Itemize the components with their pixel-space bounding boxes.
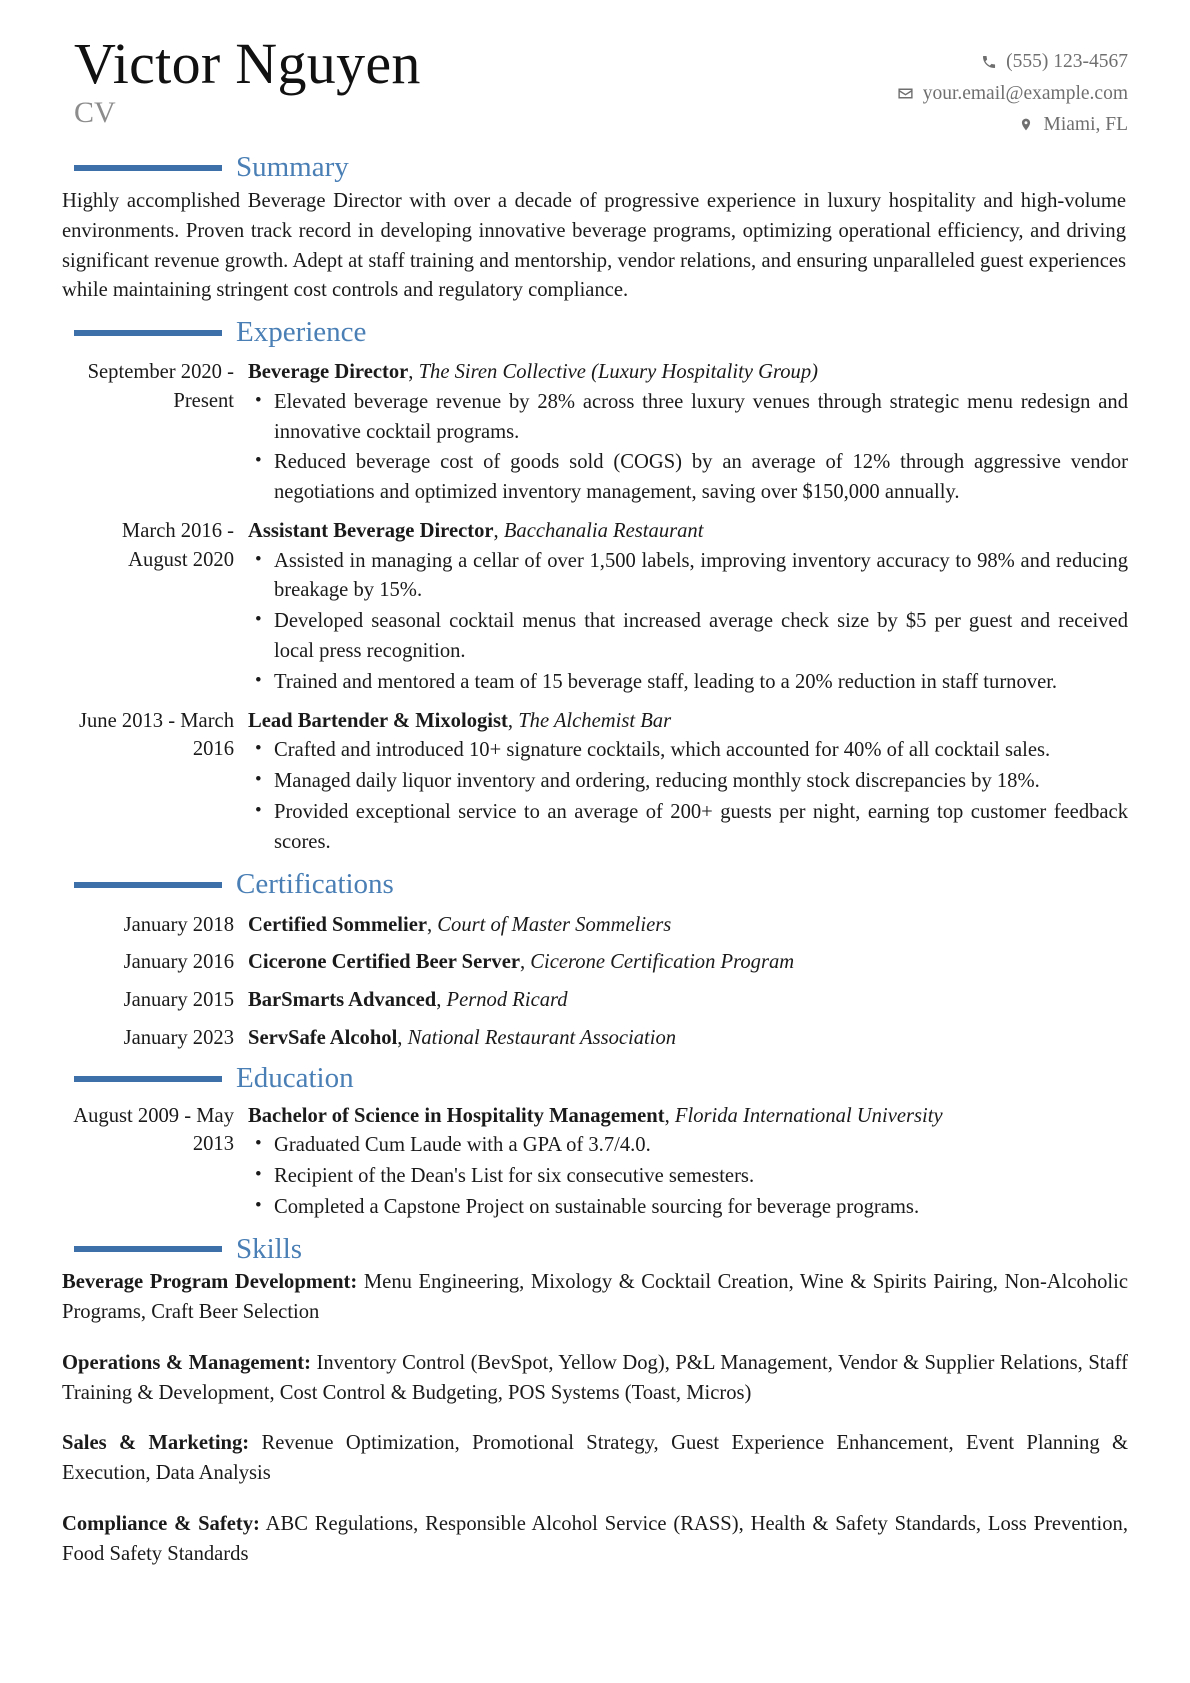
email-address: your.email@example.com <box>922 82 1128 104</box>
section-title-education: Education <box>236 1061 354 1094</box>
separator: , <box>507 709 519 732</box>
certification-text <box>248 987 568 1014</box>
job-title: Beverage Director <box>248 361 409 384</box>
bullet-item: • Graduated Cum Laude with a GPA of 3.7/4.0. <box>248 1131 1128 1161</box>
certification-issuer: National Restaurant Association <box>407 1026 677 1049</box>
map-pin-icon <box>1017 116 1034 133</box>
skill-items: Inventory Control (BevSpot, Yellow Dog), P&L Management, Vendor & Supplier Relations, Staff Training & Development, Cost Control & Budgeting, POS Systems (Toast, Micros) <box>62 1351 1128 1404</box>
header-identity <box>62 31 421 130</box>
entry-date: September 2020 - Present <box>87 361 234 412</box>
summary-text: Highly accomplished Beverage Director with over a decade of progressive experience in luxury hospitality and high-volume environments. Proven track record in developing innovative beverage programs, optimizing operational efficiency, and driving significant revenue growth. Adept at staff training and mentorship, vendor relations, and ensuring unparalleled guest experiences while maintaining stringent cost controls and regulatory compliance. <box>62 189 1126 302</box>
separator: , <box>426 913 438 936</box>
bullet-item: • Provided exceptional service to an average of 200+ guests per night, earning top customer feedback scores. <box>248 798 1128 858</box>
skill-category: Operations & Management: <box>62 1351 311 1374</box>
separator: , <box>397 1026 408 1049</box>
bullet-item: • Completed a Capstone Project on sustainable sourcing for beverage programs. <box>248 1193 1128 1223</box>
certification-issuer: Cicerone Certification Program <box>530 951 795 974</box>
separator: , <box>436 989 447 1012</box>
skill-group <box>62 1510 1128 1570</box>
entry-heading <box>248 517 1128 545</box>
experience-entry <box>62 358 1128 508</box>
contact-phone-row <box>897 46 1128 78</box>
institution-name: Florida International University <box>674 1104 943 1127</box>
certification-date: January 2015 <box>123 989 234 1012</box>
skill-items: ABC Regulations, Responsible Alcohol Service (RASS), Health & Safety Standards, Loss Prevention, Food Safety Standards <box>62 1512 1128 1565</box>
contact-location-row <box>897 109 1128 141</box>
separator: , <box>664 1104 675 1127</box>
section-heading-education <box>62 1063 1128 1095</box>
certification-text <box>248 912 671 939</box>
contact-block <box>897 34 1128 141</box>
experience-entry <box>62 517 1128 698</box>
certification-date: January 2016 <box>123 951 234 974</box>
entry-body <box>248 517 1128 698</box>
section-heading-summary <box>62 152 1128 184</box>
bullet-item: • Trained and mentored a team of 15 beverage staff, leading to a 20% reduction in staff turnover. <box>248 668 1128 698</box>
certification-issuer: Pernod Ricard <box>446 989 568 1012</box>
bullet-item: • Recipient of the Dean's List for six consecutive semesters. <box>248 1162 1128 1192</box>
entry-heading <box>248 1102 1128 1130</box>
section-title-skills: Skills <box>236 1232 303 1265</box>
entry-date: August 2009 - May 2013 <box>73 1104 234 1155</box>
skill-group <box>62 1268 1128 1328</box>
section-rule <box>74 1246 222 1252</box>
entry-date: June 2013 - March 2016 <box>79 709 234 761</box>
certifications-list <box>62 912 1128 1052</box>
degree-name: Bachelor of Science in Hospitality Management <box>248 1104 665 1127</box>
education-entry <box>62 1102 1128 1223</box>
certification-issuer: Court of Master Sommeliers <box>437 913 672 936</box>
bullet-item: • Managed daily liquor inventory and ordering, reducing monthly stock discrepancies by 18%. <box>248 767 1128 797</box>
bullet-item: • Assisted in managing a cellar of over 1,500 labels, improving inventory accuracy to 98% and reducing breakage by 15%. <box>248 547 1128 607</box>
bullet-item: • Reduced beverage cost of goods sold (COGS) by an average of 12% through aggressive vendor negotiations and optimized inventory management, saving over $150,000 annually. <box>248 448 1128 508</box>
cv-header <box>62 31 1128 141</box>
certification-name: ServSafe Alcohol <box>248 1026 398 1049</box>
experience-list <box>62 358 1128 857</box>
job-title: Assistant Beverage Director <box>248 520 494 543</box>
job-title: Lead Bartender & Mixologist <box>248 709 508 732</box>
document-subtitle: CV <box>74 96 116 130</box>
entry-body <box>248 358 1128 508</box>
certification-name: Certified Sommelier <box>248 913 427 936</box>
certification-row <box>62 912 1128 939</box>
section-heading-certifications <box>62 869 1128 901</box>
section-heading-experience <box>62 317 1128 349</box>
section-title-certifications: Certifications <box>236 867 394 900</box>
company-name: The Alchemist Bar <box>518 709 672 732</box>
entry-heading <box>248 358 1128 386</box>
skill-category: Sales & Marketing: <box>62 1432 250 1455</box>
candidate-name: Victor Nguyen <box>74 31 421 96</box>
phone-number: (555) 123-4567 <box>1006 51 1128 72</box>
section-rule <box>74 165 222 171</box>
certification-row <box>62 949 1128 976</box>
certification-row <box>62 1025 1128 1052</box>
entry-bullets <box>248 736 1128 857</box>
skill-group <box>62 1429 1128 1489</box>
bullet-item: • Developed seasonal cocktail menus that increased average check size by $5 per guest and received local press recognition. <box>248 607 1128 667</box>
section-rule <box>74 1076 222 1082</box>
entry-heading <box>248 707 1128 735</box>
phone-icon <box>980 53 997 70</box>
section-rule <box>74 882 222 888</box>
entry-bullets <box>248 1131 1128 1223</box>
education-list <box>62 1102 1128 1223</box>
skill-items: Revenue Optimization, Promotional Strategy, Guest Experience Enhancement, Event Planning & Execution, Data Analysis <box>62 1432 1128 1485</box>
skill-category: Beverage Program Development: <box>62 1271 358 1294</box>
bullet-item: • Elevated beverage revenue by 28% across three luxury venues through strategic menu redesign and innovative cocktail programs. <box>248 388 1128 448</box>
skill-group <box>62 1349 1128 1409</box>
section-rule <box>74 330 222 336</box>
certification-text <box>248 949 794 976</box>
certification-text <box>248 1025 676 1052</box>
certification-name: Cicerone Certified Beer Server <box>248 951 520 974</box>
separator: , <box>519 951 531 974</box>
contact-email-row <box>897 78 1128 110</box>
skills-list <box>62 1268 1128 1569</box>
bullet-item: • Crafted and introduced 10+ signature cocktails, which accounted for 40% of all cocktail sales. <box>248 736 1128 766</box>
entry-body <box>248 1102 1128 1223</box>
location-text: Miami, FL <box>1043 114 1128 136</box>
certification-date: January 2023 <box>123 1026 234 1049</box>
section-title-experience: Experience <box>236 316 367 349</box>
certification-name: BarSmarts Advanced <box>248 989 437 1012</box>
skill-category: Compliance & Safety: <box>62 1512 260 1535</box>
skill-items: Menu Engineering, Mixology & Cocktail Creation, Wine & Spirits Pairing, Non-Alcoholic Programs, Craft Beer Selection <box>62 1271 1129 1324</box>
section-title-summary: Summary <box>236 150 349 183</box>
envelope-icon <box>897 85 914 102</box>
company-name: Bacchanalia Restaurant <box>503 520 704 543</box>
company-name: The Siren Collective (Luxury Hospitality Group) <box>418 361 818 384</box>
section-heading-skills <box>62 1234 1128 1266</box>
certification-row <box>62 987 1128 1014</box>
separator: , <box>493 520 504 543</box>
experience-entry <box>62 707 1128 858</box>
entry-body <box>248 707 1128 858</box>
separator: , <box>408 361 419 384</box>
certification-date: January 2018 <box>123 913 234 936</box>
entry-date: March 2016 - August 2020 <box>121 520 234 571</box>
entry-bullets <box>248 388 1128 508</box>
entry-bullets <box>248 547 1128 698</box>
